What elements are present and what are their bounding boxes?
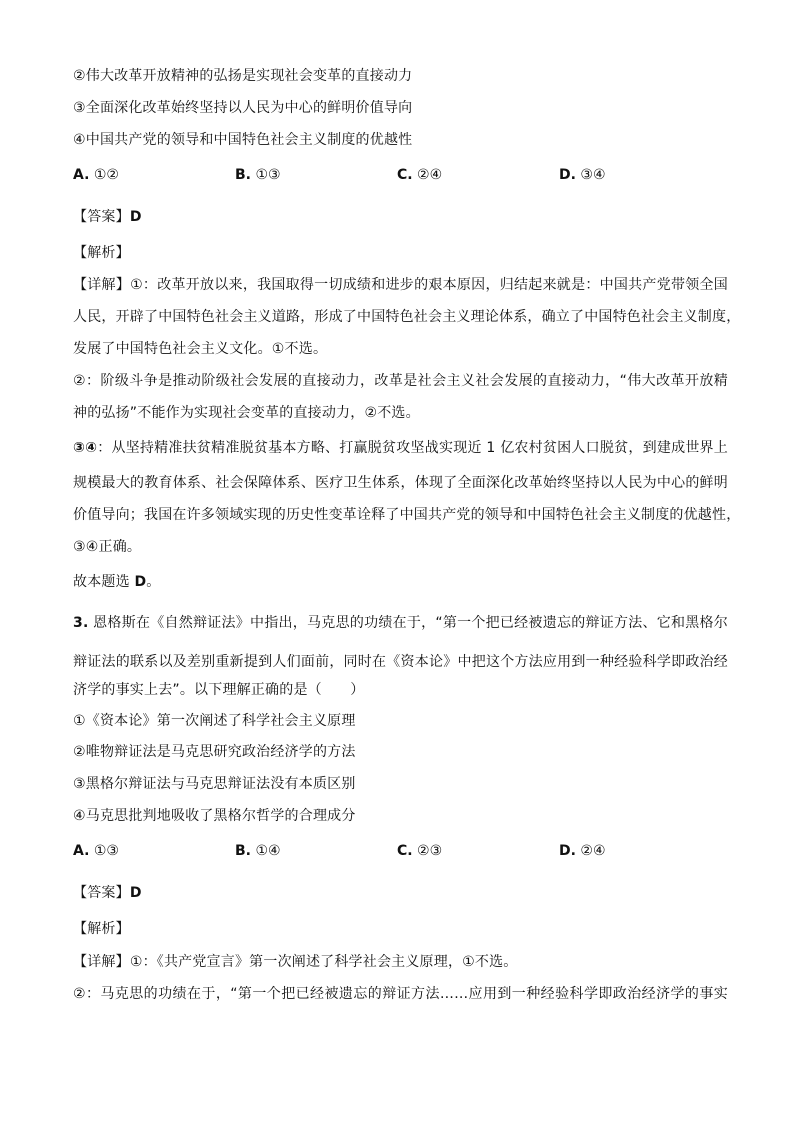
- q3-option-b: [235, 841, 281, 861]
- q2-statement-3: ③全面深化改革始终坚持以人民为中心的鲜明价值导向: [73, 100, 413, 116]
- detail-label: 【详解】: [73, 277, 131, 293]
- q2-detail-3-line-4: ③④正确。: [73, 539, 142, 555]
- q2-option-b: [235, 165, 281, 185]
- q2-detail-3-line-1: [73, 438, 728, 458]
- q3-detail-1: [73, 952, 518, 972]
- q2-option-c: [397, 165, 442, 185]
- option-key: B.: [235, 167, 251, 183]
- option-value: ①③: [255, 167, 281, 183]
- detail-text: ：从坚持精准扶贫精准脱贫基本方略、打赢脱贫攻坚战实现近 1 亿农村贫困人口脱贫，到建成世界上: [97, 440, 729, 456]
- option-key: C.: [397, 843, 413, 859]
- option-key: B.: [235, 843, 251, 859]
- q3-statement-3: ③黑格尔辩证法与马克思辩证法没有本质区别: [73, 776, 356, 792]
- option-key: D.: [559, 843, 576, 859]
- q2-option-d: [559, 165, 606, 185]
- q2-analysis-label: 【解析】: [73, 245, 130, 261]
- answer-value: D: [129, 885, 142, 901]
- q3-option-a: [73, 841, 119, 861]
- q2-detail-2-line-1: ②：阶级斗争是推动阶级社会发展的直接动力，改革是社会主义社会发展的直接动力，“伟大改革开放精: [73, 373, 728, 389]
- q2-detail-1-line-3: 发展了中国特色社会主义文化。①不选。: [73, 341, 328, 357]
- q2-option-a: [73, 165, 119, 185]
- answer-value: D: [129, 209, 142, 225]
- q2-detail-1-line-2: 人民，开辟了中国特色社会主义道路，形成了中国特色社会主义理论体系，确立了中国特色社会主义制度，: [73, 309, 741, 325]
- q3-option-c: [397, 841, 442, 861]
- answer-label: 【答案】: [73, 209, 130, 225]
- q3-stem-line-2: 辩证法的联系以及差别重新提到人们面前，同时在《资本论》中把这个方法应用到一种经验科学即政治经: [73, 654, 728, 670]
- q3-stem-line-1: [73, 613, 728, 633]
- q2-answer: [73, 207, 142, 227]
- question-number: 3.: [73, 615, 89, 631]
- q3-analysis-label: 【解析】: [73, 921, 130, 937]
- q2-statement-4: ④中国共产党的领导和中国特色社会主义制度的优越性: [73, 132, 413, 148]
- q3-answer: [73, 883, 142, 903]
- option-value: ②④: [417, 167, 443, 183]
- q2-detail-3-line-2: 规模最大的教育体系、社会保障体系、医疗卫生体系，体现了全面深化改革始终坚持以人民为中心的鲜明: [73, 475, 728, 491]
- option-value: ②④: [580, 843, 606, 859]
- detail-label: 【详解】: [73, 954, 130, 970]
- option-key: A.: [73, 843, 90, 859]
- q2-detail-1-line-1: [73, 275, 728, 295]
- option-value: ②③: [417, 843, 443, 859]
- detail-text: ①：《共产党宣言》第一次阐述了科学社会主义原理，①不选。: [129, 954, 518, 970]
- option-key: D.: [559, 167, 576, 183]
- q3-detail-2-line-1: ②：马克思的功绩在于，“第一个把已经被遗忘的辩证方法……应用到一种经验科学即政治经济学的事实: [73, 986, 728, 1002]
- answer-label: 【答案】: [73, 885, 130, 901]
- conclusion-suffix: 。: [146, 574, 161, 590]
- q3-statement-2: ②唯物辩证法是马克思研究政治经济学的方法: [73, 744, 356, 760]
- option-key: A.: [73, 167, 90, 183]
- stem-text: 恩格斯在《自然辩证法》中指出，马克思的功绩在于，“第一个把已经被遗忘的辩证方法、它和黑格尔: [88, 615, 728, 631]
- conclusion-prefix: 故本题选: [73, 574, 135, 590]
- option-value: ③④: [580, 167, 606, 183]
- option-value: ①②: [93, 167, 119, 183]
- q2-detail-3-line-3: 价值导向；我国在许多领域实现的历史性变革诠释了中国共产党的领导和中国特色社会主义制度的优越性，: [73, 507, 741, 523]
- q3-statement-4: ④马克思批判地吸收了黑格尔哲学的合理成分: [73, 808, 356, 824]
- q3-statement-1: ①《资本论》第一次阐述了科学社会主义原理: [73, 713, 356, 729]
- q2-conclusion: [73, 572, 160, 592]
- option-value: ①③: [93, 843, 119, 859]
- detail-text: ①：改革开放以来，我国取得一切成绩和进步的艰本原因，归结起来就是：中国共产党带领全国: [130, 277, 728, 293]
- detail-tag: ③④: [73, 440, 98, 456]
- q2-detail-2-line-2: 神的弘扬”不能作为实现社会变革的直接动力，②不选。: [73, 405, 420, 421]
- q3-stem-line-3: 济学的事实上去”。以下理解正确的是（ ）: [73, 682, 365, 698]
- conclusion-answer: D: [134, 574, 147, 590]
- q2-statement-2: ②伟大改革开放精神的弘扬是实现社会变革的直接动力: [73, 68, 413, 84]
- q3-option-d: [559, 841, 606, 861]
- option-value: ①④: [255, 843, 281, 859]
- option-key: C.: [397, 167, 413, 183]
